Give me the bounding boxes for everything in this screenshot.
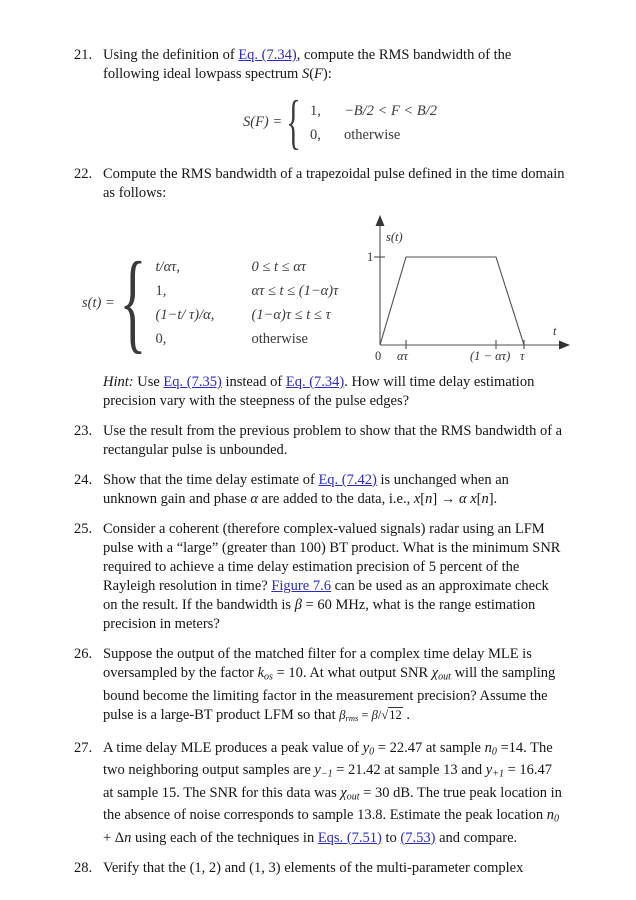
case-value: t/ατ, <box>155 259 180 275</box>
text-run: / <box>377 707 382 722</box>
text-run: ] → <box>432 491 459 507</box>
problem-number: 28. <box>74 859 93 876</box>
text-run: A time delay MLE produces a peak value of <box>103 739 363 756</box>
math-subscript: 0 <box>491 746 497 758</box>
math-variable: x <box>413 491 421 507</box>
problem-text <box>103 645 565 728</box>
problem-22 <box>74 165 636 411</box>
eq-7-34-link[interactable]: Eq. (7.34) <box>285 374 345 390</box>
problem-content <box>103 422 567 460</box>
problem-text <box>103 739 565 848</box>
problem-number: 23. <box>74 423 93 439</box>
text-run: [ <box>476 491 482 507</box>
math-variable: n <box>425 491 433 507</box>
eq-7-42-link[interactable]: Eq. (7.42) <box>318 472 377 488</box>
x-tick-alpha-tau-label: ατ <box>397 349 409 363</box>
y-tick-label: 1 <box>367 250 374 264</box>
text-run: Use <box>133 374 164 390</box>
math-variable: y <box>314 762 321 779</box>
math-subscript: os <box>264 671 273 683</box>
math-variable: n <box>484 739 492 756</box>
math-subscript: 0 <box>369 746 375 758</box>
problem-content <box>103 739 567 848</box>
text-run: , compute the RMS bandwidth of the following ideal lowpass spectrum <box>103 47 512 82</box>
math-variable: α <box>250 491 259 507</box>
text-run: will the sampling bound become the limiting factor in the measurement precision? Assume the pulse is a large-BT product LFM so that <box>103 665 556 723</box>
equation-lowpass-spectrum <box>243 89 437 155</box>
math-subscript: 0 <box>553 813 559 825</box>
math-variable: β <box>294 597 302 613</box>
eq-7-51-link[interactable]: Eqs. (7.51) <box>317 829 382 846</box>
eq-7-34-link[interactable]: Eq. (7.34) <box>238 47 297 63</box>
x-axis-label: t <box>553 324 557 338</box>
text-run: ]. <box>488 491 498 507</box>
equation-cases <box>156 255 339 351</box>
equation-trapezoid-pulse <box>82 240 339 365</box>
text-run: Verify that the (1, 2) and (1, 3) elements of the multi-parameter complex <box>103 859 524 876</box>
problem-27 <box>74 739 636 848</box>
text-run: Compute the RMS bandwidth of a trapezoidal pulse defined in the time domain as follows: <box>103 166 565 201</box>
text-run: = 10. At what output SNR <box>272 665 432 681</box>
problem-number: 21. <box>74 47 93 63</box>
text-run: [ <box>420 491 426 507</box>
text-run: = 22.47 at sample <box>374 739 485 756</box>
problem-number: 26. <box>74 646 93 662</box>
problem-number: 25. <box>74 521 93 537</box>
text-run: = 30 dB. The true peak location in the absence of noise corresponds to sample 13.8. Estimate the peak location <box>103 784 562 824</box>
text-run: using each of the techniques in <box>131 829 318 846</box>
case-condition: (1−α)τ ≤ t ≤ τ <box>251 307 331 323</box>
text-run: are added to the data, i.e., <box>258 491 414 507</box>
math-variable: n <box>481 491 489 507</box>
hint-text <box>103 373 565 411</box>
math-variable: S <box>301 66 310 82</box>
problem-text <box>103 422 565 460</box>
trapezoid-pulse-shape <box>380 257 524 345</box>
math-subscript: out <box>346 791 360 803</box>
math-variable: χ <box>340 784 347 801</box>
text-run: and compare. <box>435 829 518 846</box>
math-subscript: −1 <box>320 768 333 780</box>
problem-number: 24. <box>74 472 93 488</box>
problem-content <box>103 645 567 728</box>
math-subscript: +1 <box>492 768 504 780</box>
equation-lhs: s(t) = <box>82 294 115 311</box>
x-axis-arrow-icon <box>559 341 570 350</box>
math-variable: n <box>124 829 132 846</box>
text-run: Consider a coherent (therefore complex-valued signals) radar using an LFM pulse with a “large” (greater than 100) BT product. What is the minimum SNR required to achieve a time delay estimation precision of 5 percent of the Rayleigh resolution in time? <box>103 521 561 594</box>
problem-21 <box>74 46 636 154</box>
math-variable: β <box>339 707 346 722</box>
text-run: =14. The two neighboring output samples are <box>103 739 553 779</box>
case-condition: −B/2 < F < B/2 <box>344 102 437 119</box>
case-value: 0, <box>310 126 321 143</box>
problem-text <box>103 520 565 634</box>
math-variable: n <box>546 807 554 824</box>
case-value: (1−t/ τ)/α, <box>155 307 215 323</box>
math-subscript: rms <box>345 712 359 723</box>
math-variable: y <box>362 739 370 756</box>
text-run: is unchanged when an unknown gain and phase <box>103 472 509 507</box>
text-run: = 21.42 at sample 13 and <box>332 762 486 779</box>
math-variable: k <box>257 665 265 681</box>
text-run: instead of <box>221 374 286 390</box>
problem-number: 22. <box>74 166 93 182</box>
text-run: = 60 MHz, what is the range estimation precision in meters? <box>103 597 536 632</box>
figure-7-6-link[interactable]: Figure 7.6 <box>271 578 331 594</box>
problem-text <box>103 859 565 878</box>
problem-text <box>103 165 565 203</box>
case-value: 0, <box>155 331 167 347</box>
problem-number: 27. <box>74 739 93 756</box>
y-axis-arrow-icon <box>376 215 385 226</box>
eq-7-53-link[interactable]: (7.53) <box>400 829 436 846</box>
problem-23 <box>74 422 636 460</box>
problem-25 <box>74 520 636 634</box>
math-variable: F <box>314 66 323 82</box>
x-tick-1-minus-alpha-tau-label: (1 − ατ) <box>470 349 511 363</box>
problem-content <box>103 520 567 634</box>
text-run: ): <box>322 66 332 82</box>
equation-figure-row <box>82 213 576 363</box>
text-run: Show that the time delay estimate of <box>103 472 319 488</box>
problem-26 <box>74 645 636 728</box>
problems-list <box>74 46 636 878</box>
text-run: . <box>402 706 410 723</box>
problem-text <box>103 46 565 84</box>
text-run: . How will time delay estimation precision vary with the steepness of the pulse edges? <box>103 374 535 409</box>
text-run: = <box>358 707 372 722</box>
case-condition: ατ ≤ t ≤ (1−α)τ <box>251 283 339 299</box>
y-axis-label: s(t) <box>386 230 403 244</box>
math-variable: y <box>485 762 493 779</box>
case-condition: otherwise <box>251 331 308 347</box>
text-run: ( <box>309 66 315 82</box>
problem-content <box>103 471 567 509</box>
problem-content <box>103 859 567 878</box>
x-tick-tau-label: τ <box>520 349 525 363</box>
sqrt-expression: √12 <box>381 707 402 722</box>
problem-text <box>103 471 565 509</box>
problem-content <box>103 46 567 154</box>
text-run: can be used as an approximate check on the result. If the bandwidth is <box>103 578 549 613</box>
problem-24 <box>74 471 636 509</box>
text-run: Using the definition of <box>103 47 239 63</box>
case-value: 1, <box>310 102 321 119</box>
problem-28 <box>74 859 636 878</box>
x-tick-0-label: 0 <box>375 349 382 363</box>
equation-cases <box>310 99 437 147</box>
trapezoidal-pulse-figure <box>364 213 576 363</box>
text-run: = 16.47 at sample 15. The SNR for this data was <box>103 762 553 801</box>
math-variable: β <box>371 707 378 722</box>
text-run: + Δ <box>103 829 125 846</box>
math-subscript: out <box>438 671 451 683</box>
text-run: Hint: <box>103 374 134 390</box>
case-condition: otherwise <box>344 126 401 143</box>
equation-lhs: S(F) = <box>243 114 283 130</box>
eq-7-35-link[interactable]: Eq. (7.35) <box>163 374 222 390</box>
text-run: Use the result from the previous problem to show that the RMS bandwidth of a rectangular pulse is unbounded. <box>103 423 563 458</box>
math-variable: χ <box>431 665 439 681</box>
case-value: 1, <box>155 283 167 299</box>
case-condition: 0 ≤ t ≤ ατ <box>251 259 307 275</box>
text-run: to <box>381 829 401 846</box>
curly-brace: { <box>286 89 301 155</box>
text-run: Suppose the output of the matched filter for a complex time delay MLE is oversampled by the factor <box>103 646 532 681</box>
curly-brace: { <box>119 240 147 365</box>
math-variable: α x <box>458 491 477 507</box>
